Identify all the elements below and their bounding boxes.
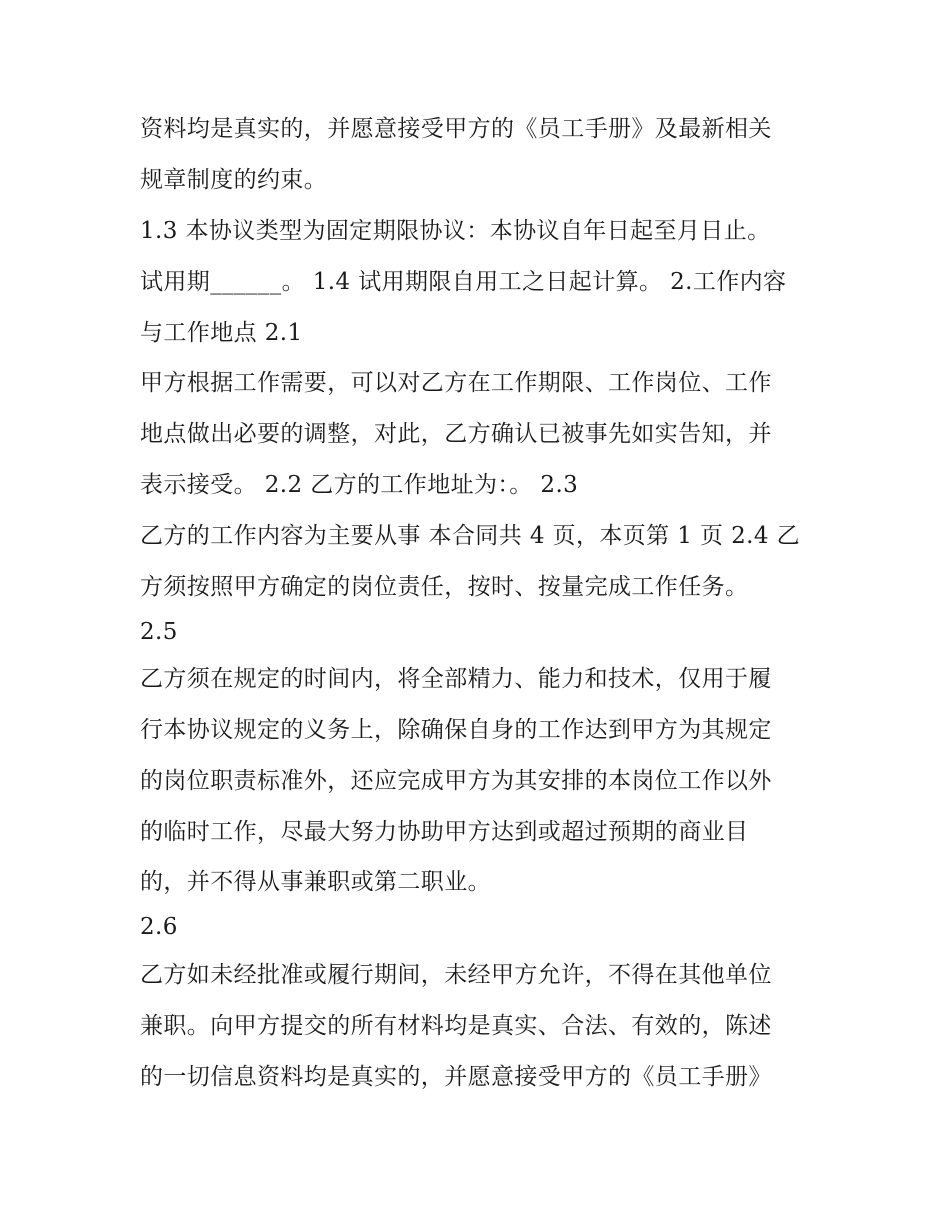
text-line: 乙方须在规定的时间内，将全部精力、能力和技术，仅用于履 xyxy=(140,666,772,692)
text-line: 的，并不得从事兼职或第二职业。 xyxy=(140,869,491,895)
text-line: 乙方的工作内容为主要从事 本合同共 4 页，本页第 1 页 2.4 乙 xyxy=(140,523,801,549)
text-line: 2.5 xyxy=(140,619,178,645)
text-line: 的临时工作，尽最大努力协助甲方达到或超过预期的商业目 xyxy=(140,819,749,845)
text-line: 行本协议规定的义务上，除确保自身的工作达到甲方为其规定 xyxy=(140,717,772,743)
text-line: 规章制度的约束。 xyxy=(140,167,328,193)
text-line: 表示接受。 2.2 乙方的工作地址为：。 2.3 xyxy=(140,472,579,498)
text-line: 试用期______。 1.4 试用期限自用工之日起计算。 2.工作内容 xyxy=(140,269,787,295)
text-line: 资料均是真实的，并愿意接受甲方的《员工手册》及最新相关 xyxy=(140,116,772,142)
text-line: 乙方如未经批准或履行期间，未经甲方允许，不得在其他单位 xyxy=(140,962,772,988)
text-line: 的一切信息资料均是真实的，并愿意接受甲方的《员工手册》 xyxy=(140,1064,772,1090)
text-line: 2.6 xyxy=(140,914,178,940)
text-line: 地点做出必要的调整，对此，乙方确认已被事先如实告知，并 xyxy=(140,421,772,447)
text-line: 兼职。向甲方提交的所有材料均是真实、合法、有效的，陈述 xyxy=(140,1013,772,1039)
text-line: 1.3 本协议类型为固定期限协议：本协议自年日起至月日止。 xyxy=(140,218,771,244)
text-line: 的岗位职责标准外，还应完成甲方为其安排的本岗位工作以外 xyxy=(140,768,772,794)
text-line: 甲方根据工作需要，可以对乙方在工作期限、工作岗位、工作 xyxy=(140,370,772,396)
text-line: 方须按照甲方确定的岗位责任，按时、按量完成工作任务。 xyxy=(140,574,749,600)
text-line: 与工作地点 2.1 xyxy=(140,320,303,346)
